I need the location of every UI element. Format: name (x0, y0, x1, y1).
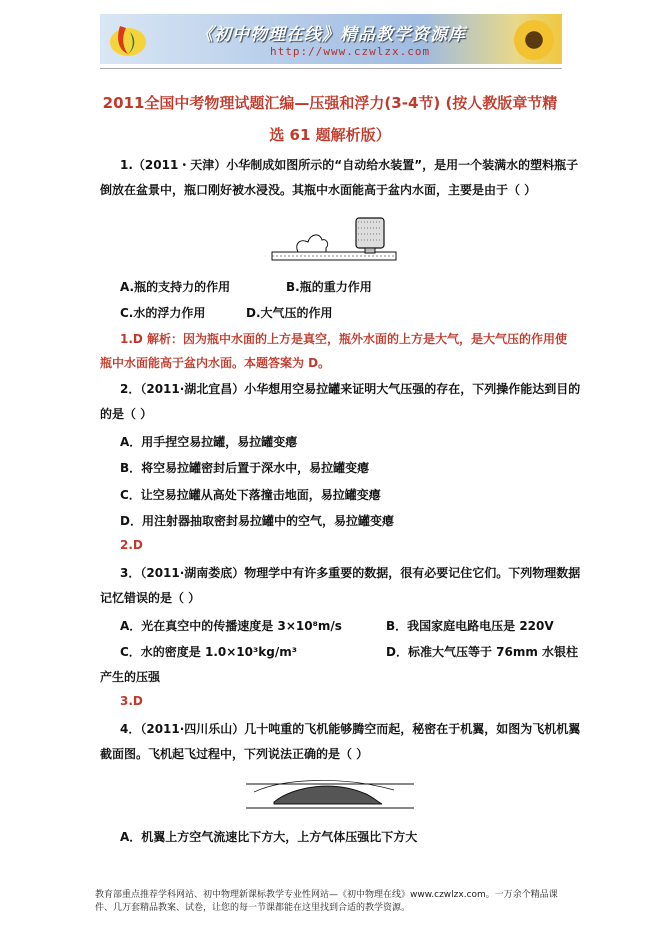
q4-stem-line2: 截面图。飞机起飞过程中，下列说法正确的是（ ） (100, 747, 369, 761)
q3-option-d: D．标准大气压等于 76mm 水银柱 (386, 645, 579, 659)
q1-option-b: B.瓶的重力作用 (286, 280, 372, 294)
q1-option-c: C.水的浮力作用 (120, 306, 206, 320)
q2-answer: 2.D (120, 538, 143, 552)
q1-stem-line2: 倒放在盆景中，瓶口刚好被水浸没。其瓶中水面能高于盆内水面，主要是由于（ ） (100, 183, 537, 197)
header-banner (100, 14, 562, 64)
q1-stem-line1: 1.（2011・天津）小华制成如图所示的“自动给水装置”，是用一个装满水的塑料瓶子 (120, 158, 579, 172)
header-divider (100, 68, 562, 69)
document-title-line2: 选 61 题解析版） (269, 126, 391, 144)
banner-title: 《初中物理在线》精品教学资源库 (196, 25, 466, 45)
site-logo-icon (106, 18, 150, 60)
wing-cross-section-figure (244, 774, 416, 816)
q1-option-d: D.大气压的作用 (246, 306, 333, 320)
q2-option-b: B．将空易拉罐密封后置于深水中，易拉罐变瘪 (120, 461, 370, 475)
document-title-line1: 2011全国中考物理试题汇编—压强和浮力(3-4节) (按人教版章节精 (102, 94, 558, 112)
q3-option-d-cont: 产生的压强 (100, 670, 161, 684)
q4-option-a: A．机翼上方空气流速比下方大，上方气体压强比下方大 (120, 830, 418, 844)
q2-option-c: C．让空易拉罐从高处下落撞击地面，易拉罐变瘪 (120, 488, 381, 502)
q2-option-a: A．用手捏空易拉罐，易拉罐变瘪 (120, 435, 298, 449)
q3-stem-line2: 记忆错误的是（ ） (100, 591, 201, 605)
q1-option-a: A.瓶的支持力的作用 (120, 280, 231, 294)
q3-answer: 3.D (120, 694, 143, 708)
page-footer: 教育部重点推荐学科网站、初中物理新课标教学专业性网站—《初中物理在线》www.czwlzx.com。一万余个精品课件、几万套精品教案、试卷，让您的每一节课都能在这里找到合适的教学资源。 (95, 890, 558, 913)
q3-option-a: A．光在真空中的传播速度是 3×10⁸m/s (120, 619, 342, 633)
q1-answer-line2: 瓶中水面能高于盆内水面。本题答案为 D。 (100, 356, 331, 370)
q1-answer-line1: 1.D 解析：因为瓶中水面的上方是真空，瓶外水面的上方是大气，是大气压的作用使 (120, 332, 568, 346)
q2-option-d: D．用注射器抽取密封易拉罐中的空气，易拉罐变瘪 (120, 514, 394, 528)
q4-stem-line1: 4．（2011·四川乐山）几十吨重的飞机能够腾空而起，秘密在于机翼，如图为飞机机翼 (120, 722, 581, 736)
q3-option-c: C．水的密度是 1.0×10³kg/m³ (120, 645, 297, 659)
water-feeder-figure (270, 212, 400, 264)
banner-url[interactable]: http://www.czwlzx.com (270, 45, 431, 58)
sunflower-icon (514, 20, 554, 60)
q2-stem-line2: 的是（ ） (100, 407, 153, 421)
q2-stem-line1: 2．（2011·湖北宜昌）小华想用空易拉罐来证明大气压强的存在，下列操作能达到目的 (120, 382, 581, 396)
q3-stem-line1: 3．（2011·湖南娄底）物理学中有许多重要的数据，很有必要记住它们。下列物理数据 (120, 566, 581, 580)
q3-option-b: B．我国家庭电路电压是 220V (386, 619, 554, 633)
